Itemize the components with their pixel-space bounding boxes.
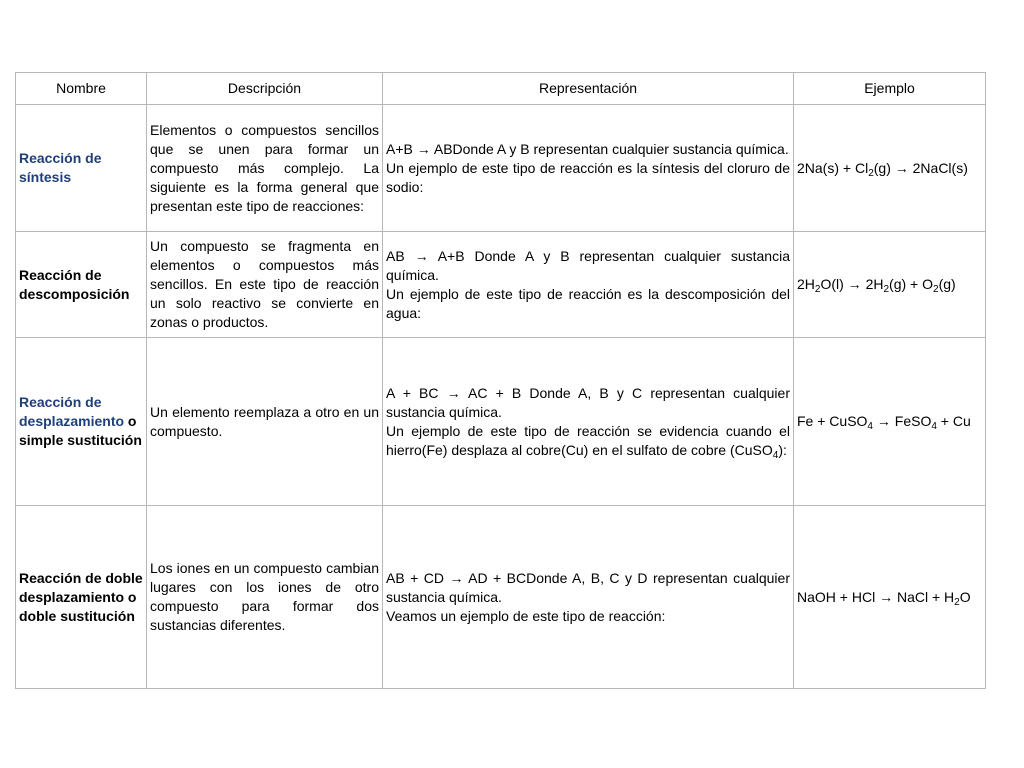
example-part: + Cu	[936, 413, 971, 429]
example-subscript: 2	[954, 596, 960, 608]
header-nombre: Nombre	[16, 73, 147, 105]
example-subscript: 4	[867, 421, 873, 432]
example-part: → FeSO	[872, 413, 932, 429]
example-part: Fe + CuSO	[797, 413, 868, 429]
representation-text: Un ejemplo de este tipo de reacción se evidencia cuando el hierro(Fe) desplaza al cobre(Cu) en el sulfato de cobre (CuSO	[386, 422, 790, 458]
representation-general: A + BC → AC + B Donde A, B y C representan cualquier sustancia química.	[386, 384, 790, 420]
reaction-description: Elementos o compuestos sencillos que se unen para formar un compuesto más complejo. La siguiente es la forma general que presentan este tipo de reacciones:	[147, 105, 383, 232]
reaction-name-alt: simple sustitución	[19, 432, 142, 448]
reaction-representation	[383, 506, 794, 689]
representation-example-intro	[386, 422, 790, 460]
example-part: 2H	[797, 276, 815, 292]
reaction-description: Un elemento reemplaza a otro en un compuesto.	[147, 338, 383, 506]
header-descripcion: Descripción	[147, 73, 383, 105]
representation-example-intro: Un ejemplo de este tipo de reacción es la síntesis del cloruro de sodio:	[386, 159, 790, 195]
reaction-name-highlight: Reacción de desplazamiento	[19, 394, 125, 429]
example-subscript: 2	[933, 284, 939, 295]
header-representacion: Representación	[383, 73, 794, 105]
example-part: (g)	[938, 276, 956, 292]
example-part: NaOH + HCl → NaCl + H	[797, 588, 955, 605]
example-part: (g) → 2NaCl(s)	[873, 159, 968, 176]
example-subscript: 2	[814, 284, 821, 295]
reaction-description: Un compuesto se fragmenta en elementos o compuestos más sencillos. En este tipo de reacción un solo reactivo se convierte en zonas o productos.	[147, 232, 383, 338]
table-row	[16, 506, 986, 689]
reaction-name-connector: o	[124, 413, 137, 429]
reaction-representation	[383, 105, 794, 232]
reaction-name: Reacción de síntesis	[16, 105, 147, 232]
example-part: O	[959, 588, 971, 605]
header-ejemplo: Ejemplo	[794, 73, 986, 105]
example-subscript: 2	[883, 284, 890, 295]
representation-general: A+B → ABDonde A y B representan cualquier sustancia química.	[386, 140, 789, 157]
reaction-name: Reacción de descomposición	[16, 232, 147, 338]
reaction-example	[794, 232, 986, 338]
example-part: 2Na(s) + Cl	[797, 159, 869, 176]
reaction-name: Reacción de doble desplazamiento o doble sustitución	[16, 506, 147, 689]
table-row	[16, 338, 986, 506]
table-row	[16, 105, 986, 232]
reaction-example	[794, 105, 986, 232]
reaction-name	[16, 338, 147, 506]
representation-example-intro: Un ejemplo de este tipo de reacción es la descomposición del agua:	[386, 285, 790, 321]
example-part: (g) + O	[889, 276, 933, 292]
reaction-representation	[383, 232, 794, 338]
representation-general: AB + CD → AD + BCDonde A, B, C y D representan cualquier sustancia química.	[386, 569, 790, 605]
reaction-example	[794, 338, 986, 506]
reaction-description: Los iones en un compuesto cambian lugares con los iones de otro compuesto para formar dos sustancias diferentes.	[147, 506, 383, 689]
reaction-representation	[383, 338, 794, 506]
reaction-types-table	[15, 72, 986, 689]
example-subscript: 4	[931, 421, 937, 432]
representation-example-intro: Veamos un ejemplo de este tipo de reacción:	[386, 607, 666, 624]
header-row	[16, 73, 986, 105]
representation-subscript: 4	[772, 449, 779, 461]
example-subscript: 2	[868, 167, 874, 179]
reaction-example	[794, 506, 986, 689]
table-row	[16, 232, 986, 338]
representation-general: AB → A+B Donde A y B representan cualquier sustancia química.	[386, 247, 790, 283]
representation-text: ):	[778, 441, 787, 458]
example-part: O(l) → 2H	[820, 276, 884, 292]
